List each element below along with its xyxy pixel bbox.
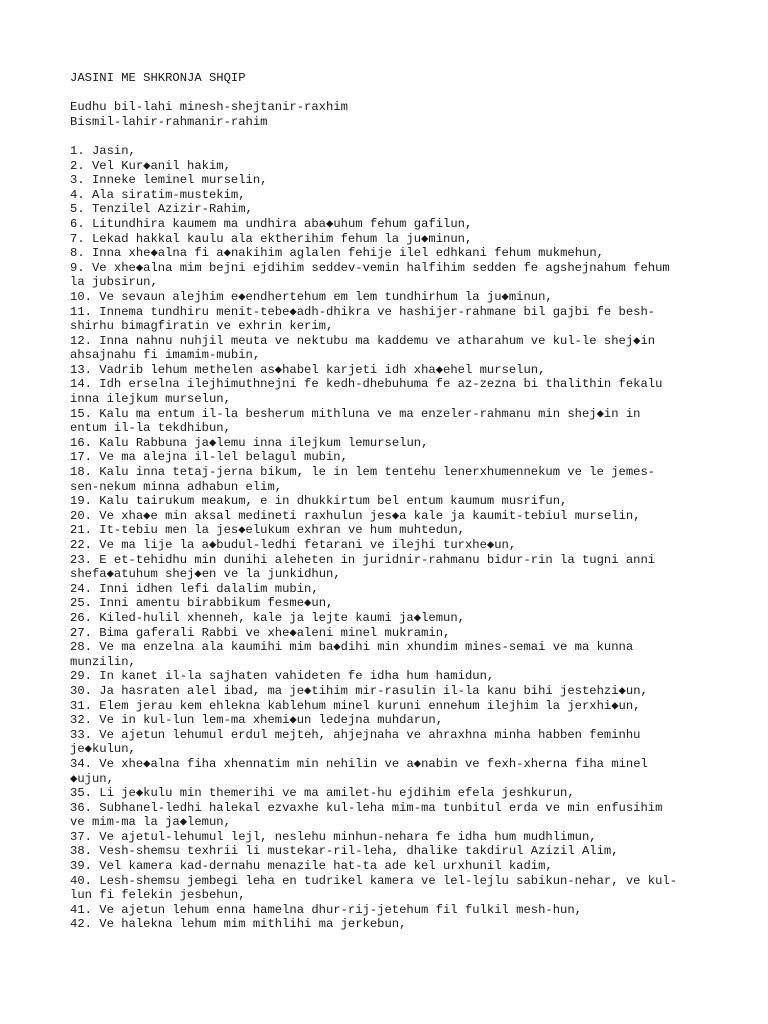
verse-line: 37. Ve ajetul-lehumul lejl, neslehu minhun-nehara fe idha hum mudhlimun, bbox=[70, 829, 597, 844]
verse-line: 2. Vel Kur◆anil hakim, bbox=[70, 158, 231, 173]
verse-line: 30. Ja hasraten alel ibad, ma je◆tihim mir-rasulin il-la kanu bihi jestehzi◆un, bbox=[70, 683, 648, 698]
verse-line: 9. Ve xhe◆alna mim bejni ejdihim seddev-vemin halfihim sedden fe agshejnahum fehum la jubsirun, bbox=[70, 260, 670, 290]
verse-line: 31. Elem jerau kem ehlekna kablehum minel kuruni ennehum ilejhim la jerxhi◆un, bbox=[70, 698, 641, 713]
verse-line: 15. Kalu ma entum il-la besherum mithluna ve ma enzeler-rahmanu min shej◆in in entum il-la tekdhibun, bbox=[70, 406, 641, 436]
verse-line: 26. Kiled-hulil xhenneh, kale ja lejte kaumi ja◆lemun, bbox=[70, 610, 465, 625]
intro-line: Eudhu bil-lahi minesh-shejtanir-raxhim bbox=[70, 100, 348, 115]
verse-line: 33. Ve ajetun lehumul erdul mejteh, ahjejnaha ve ahraxhna minha habben feminhu je◆kulun, bbox=[70, 727, 641, 757]
verse-line: 13. Vadrib lehum methelen as◆habel karjeti idh xha◆ehel murselun, bbox=[70, 362, 546, 377]
verse-line: 5. Tenzilel Azizir-Rahim, bbox=[70, 202, 253, 217]
verse-line: 7. Lekad hakkal kaulu ala ektherihim fehum la ju◆minun, bbox=[70, 231, 473, 246]
verse-line: 25. Inni amentu birabbikum fesme◆un, bbox=[70, 596, 334, 611]
verse-line: 4. Ala siratim-mustekim, bbox=[70, 187, 246, 202]
verse-line: 24. Inni idhen lefi dalalim mubin, bbox=[70, 581, 319, 596]
verse-line: 10. Ve sevaun alejhim e◆endhertehum em lem tundhirhum la ju◆minun, bbox=[70, 289, 553, 304]
verse-line: 6. Litundhira kaumem ma undhira aba◆uhum fehum gafilun, bbox=[70, 216, 473, 231]
verse-line: 19. Kalu tairukum meakum, e in dhukkirtum bel entum kaumum musrifun, bbox=[70, 494, 568, 509]
verse-line: 21. It-tebiu men la jes◆elukum exhran ve hum muhtedun, bbox=[70, 523, 465, 538]
verse-line: 28. Ve ma enzelna ala kaumihi mim ba◆dihi min xhundim mines-semai ve ma kunna munzilin, bbox=[70, 640, 634, 669]
document-page bbox=[70, 71, 710, 932]
verse-line: 29. In kanet il-la sajhaten vahideten fe idha hum hamidun, bbox=[70, 669, 495, 684]
spacer bbox=[70, 86, 710, 101]
verse-list bbox=[70, 144, 710, 932]
verse-line: 35. Li je◆kulu min themerihi ve ma amilet-hu ejdihim efela jeshkurun, bbox=[70, 786, 575, 801]
verse-line: 22. Ve ma lije la a◆budul-ledhi fetarani ve ilejhi turxhe◆un, bbox=[70, 538, 517, 552]
verse-line: 14. Idh erselna ilejhimuthnejni fe kedh-dhebuhuma fe az-zezna bi thalithin fekalu inna ilejkum murselun, bbox=[70, 377, 663, 407]
verse-line: 17. Ve ma alejna il-lel belagul mubin, bbox=[70, 450, 348, 465]
verse-line: 39. Vel kamera kad-dernahu menazile hat-ta ade kel urxhunil kadim, bbox=[70, 859, 553, 874]
spacer bbox=[70, 129, 710, 144]
verse-line: 34. Ve xhe◆alna fiha xhennatim min nehilin ve a◆nabin ve fexh-xherna fiha minel ◆ujun, bbox=[70, 756, 648, 786]
verse-line: 11. Innema tundhiru menit-tebe◆adh-dhikra ve hashijer-rahmane bil gajbi fe besh- shirhu bimagfiratin ve exhrin kerim, bbox=[70, 304, 656, 334]
intro-line: Bismil-lahir-rahmanir-rahim bbox=[70, 114, 268, 129]
verse-line: 16. Kalu Rabbuna ja◆lemu inna ilejkum lemurselun, bbox=[70, 435, 429, 450]
verse-line: 42. Ve halekna lehum mim mithlihi ma jerkebun, bbox=[70, 917, 407, 932]
verse-line: 23. E et-tehidhu min dunihi aleheten in juridnir-rahmanu bidur-rin la tugni anni shefa◆atuhum shej◆en ve la junkidhun, bbox=[70, 552, 656, 582]
verse-line: 8. Inna xhe◆alna fi a◆nakihim aglalen fehije ilel edhkani fehum mukmehun, bbox=[70, 246, 604, 261]
verse-line: 36. Subhanel-ledhi halekal ezvaxhe kul-leha mim-ma tunbitul erda ve min enfusihim ve mim-ma la ja◆lemun, bbox=[70, 800, 663, 830]
verse-line: 18. Kalu inna tetaj-jerna bikum, le in lem tentehu lenerxhumennekum ve le jemes- sen-nekum minna adhabun elim, bbox=[70, 465, 656, 494]
verse-line: 12. Inna nahnu nuhjil meuta ve nektubu ma kaddemu ve atharahum ve kul-le shej◆in ahsajnahu fi imamim-mubin, bbox=[70, 333, 656, 363]
verse-line: 3. Inneke leminel murselin, bbox=[70, 173, 268, 188]
verse-line: 38. Vesh-shemsu texhrii li mustekar-ril-leha, dhalike takdirul Azizil Alim, bbox=[70, 844, 619, 859]
verse-line: 41. Ve ajetun lehum enna hamelna dhur-rij-jetehum fil fulkil mesh-hun, bbox=[70, 902, 582, 917]
verse-line: 32. Ve in kul-lun lem-ma xhemi◆un ledejna muhdarun, bbox=[70, 713, 444, 728]
verse-line: 27. Bima gaferali Rabbi ve xhe◆aleni minel mukramin, bbox=[70, 625, 451, 640]
verse-line: 40. Lesh-shemsu jembegi leha en tudrikel kamera ve lel-lejlu sabikun-nehar, ve kul- lun fi felekin jesbehun, bbox=[70, 873, 678, 903]
verse-line: 20. Ve xha◆e min aksal medineti raxhulun jes◆a kale ja kaumit-tebiul murselin, bbox=[70, 508, 641, 523]
document-title: JASINI ME SHKRONJA SHQIP bbox=[70, 71, 246, 85]
verse-line: 1. Jasin, bbox=[70, 143, 136, 158]
